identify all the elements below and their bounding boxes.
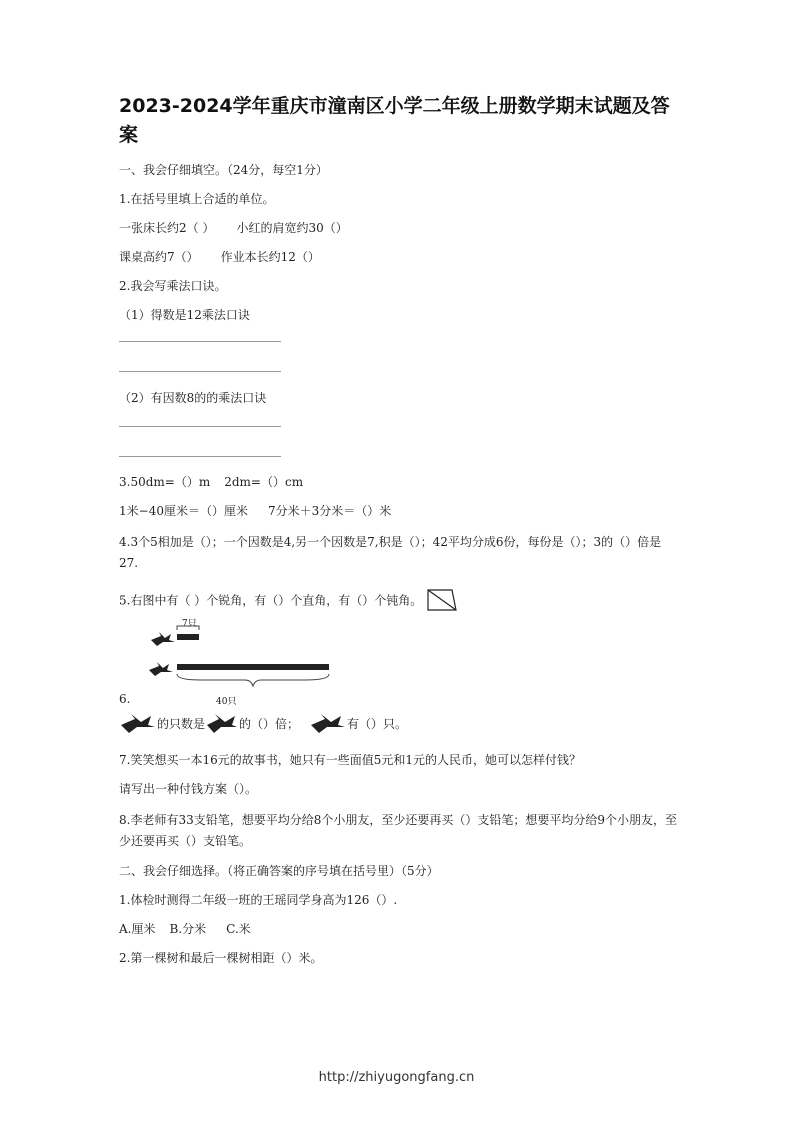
bird-comparison-diagram (141, 620, 361, 706)
bird-icon (205, 713, 239, 737)
q1-row-2 (119, 249, 679, 266)
short-bar (177, 634, 199, 640)
q1-stem: 1.在括号里填上合适的单位。 (119, 192, 275, 206)
q6-text-1: 的只数是 (157, 717, 206, 731)
option-c: C.米 (226, 922, 251, 936)
q3-row-2 (119, 503, 679, 520)
q7-line-1: 7.笑笑想买一本16元的故事书，她只有一些面值5元和1元的人民币，她可以怎样付钱？ (119, 753, 581, 767)
s2-q2-stem: 2.第一棵树和最后一棵树相距（）米。 (119, 951, 323, 965)
q3-item-d: 7分米＋3分米＝（）米 (267, 504, 392, 518)
answer-line (119, 370, 281, 372)
q1-item-b: 小红的肩宽约30（） (236, 221, 348, 235)
section-1-heading: 一、我会仔细填空。（24分，每空1分） (119, 163, 328, 177)
section-2-heading: 二、我会仔细选择。（将正确答案的序号填在括号里）（5分） (119, 864, 439, 878)
q6-sentence (119, 710, 679, 738)
option-a: A.厘米 (119, 922, 156, 936)
bird-icon (149, 662, 173, 676)
q7-line-2: 请写出一种付钱方案（）。 (119, 782, 258, 796)
label-40: 40只 (216, 697, 237, 707)
q8-text: 8.李老师有33支铅笔，想要平均分给8个小朋友，至少还要再买（）支铅笔；想要平均分给9个小朋友，至少还要再买（）支铅笔。 (119, 813, 677, 848)
page-title: 2023-2024学年重庆市潼南区小学二年级上册数学期末试题及答案 (119, 95, 670, 146)
footer-url[interactable]: http://zhiyugongfang.cn (318, 1070, 475, 1085)
answer-line (119, 340, 281, 342)
q1-row-1 (119, 220, 679, 237)
q3-item-a: 3.50dm=（）m (119, 475, 211, 489)
s2-q1-stem: 1.体检时测得二年级一班的王瑶同学身高为126（）. (119, 893, 398, 907)
q1-item-c: 课桌高约7（） (119, 250, 199, 264)
q1-item-a: 一张床长约2（ ） (119, 221, 215, 235)
q6-diagram (119, 620, 679, 706)
q4-text: 4.3个5相加是（）；一个因数是4,另一个因数是7,积是（）；42平均分成6份，每份是（）；3的（）倍是27. (119, 535, 662, 570)
q5-text: 5.右图中有（ ）个锐角，有（）个直角，有（）个钝角。 (119, 593, 423, 608)
q3-item-b: 2dm=（）cm (224, 475, 304, 489)
long-bar (177, 664, 329, 670)
q6-text-3: 有（）只。 (347, 717, 408, 731)
label-7: 7只 (182, 619, 197, 629)
q2-part-1: （1）得数是12乘法口诀 (119, 308, 250, 322)
bird-icon (151, 632, 175, 646)
s2-q1-options (119, 921, 679, 938)
q2-stem: 2.我会写乘法口诀。 (119, 279, 227, 293)
q6-number: 6. (119, 692, 131, 706)
quadrilateral-figure (426, 588, 458, 614)
answer-line (119, 455, 281, 457)
bird-icon (309, 713, 347, 737)
option-b: B.分米 (169, 922, 207, 936)
q5-row (119, 588, 679, 614)
q3-row-1 (119, 474, 679, 491)
page-content (119, 92, 679, 967)
q3-item-c: 1米−40厘米＝（）厘米 (119, 504, 248, 518)
bird-icon (119, 713, 157, 737)
answer-line (119, 425, 281, 427)
q2-part-2: （2）有因数8的的乘法口诀 (119, 391, 267, 405)
q1-item-d: 作业本长约12（） (220, 250, 320, 264)
q6-text-2: 的（）倍； (239, 717, 300, 731)
